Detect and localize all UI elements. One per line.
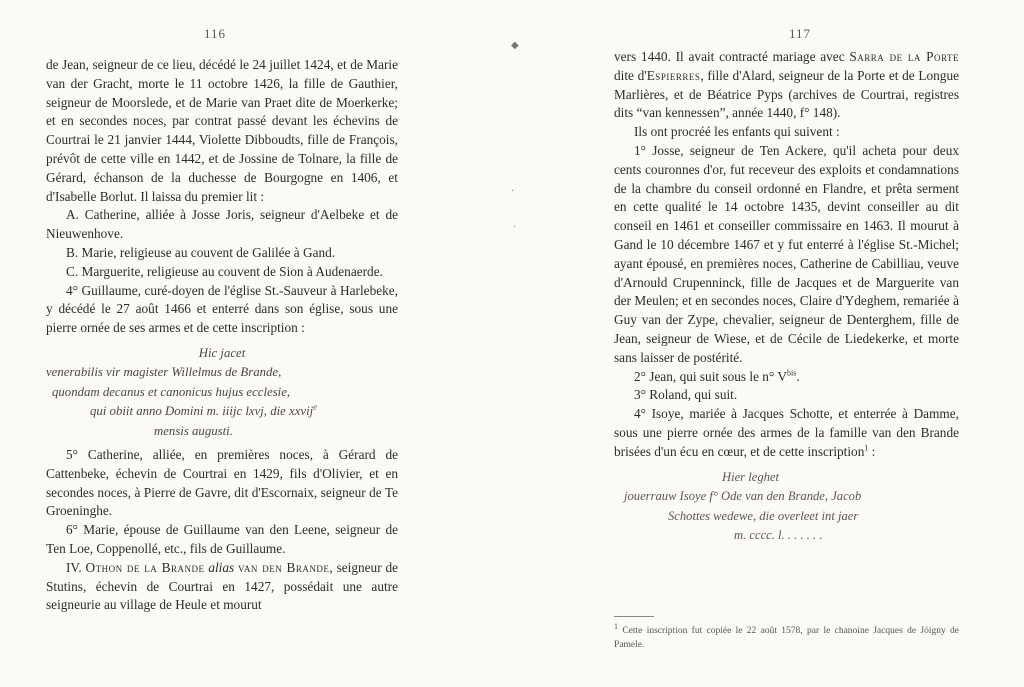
- person-name: Othon de la Brande: [85, 559, 205, 575]
- epitaph-line: Hic jacet: [198, 345, 246, 360]
- paragraph: vers 1440. Il avait contracté mariage avec Sarra de la Porte dite d'Espierres, fille d'Alard, seigneur de la Porte et de Longue Marlières, et de Béatrice Pyps (archives de Courtrai, registres dits “van kennessen”, année 1440, f° 148).: [614, 49, 959, 121]
- person-name: Espierres: [646, 67, 701, 83]
- left-page-text: [46, 56, 398, 615]
- paragraph: 4° Isoye, mariée à Jacques Schotte, et enterrée à Damme, sous une pierre ornée des armes de la famille van den Brande brisées d'un écu en cœur, et de cette inscription$^1$ :: [614, 406, 959, 459]
- page-number: 116: [204, 26, 227, 41]
- paragraph: 2° Jean, qui suit sous le n° $V^{bis}$.: [634, 368, 800, 384]
- epitaph-guillaume: [46, 344, 398, 441]
- person-name: van den Brande: [238, 559, 330, 575]
- person-name: Sarra de la Porte: [849, 49, 959, 64]
- paragraph: de Jean, seigneur de ce lieu, décédé le 24 juillet 1424, et de Marie van der Gracht, morte le 11 octobre 1426, la fille de Gauthier, seigneur de Moorslede, et de Marie van Praet dite de Moerkerke; et en secondes noces, par contrat passé devant les échevins de Courtrai le 21 janvier 1444, Violette Dibboudts, fille de François, prévôt de cette ville en 1442, et de Jossine de Tolnare, la fille de Gérard, échanson de la duchesse de Bourgogne en 1406, et d'Isabelle Borlut. Il laissa du premier lit :: [46, 57, 398, 204]
- page-number: 117: [789, 26, 812, 41]
- gutter-mark: ·: [513, 222, 517, 233]
- paragraph: 1° Josse, seigneur de Ten Ackere, qu'il acheta pour deux cents couronnes d'or, fut receveur des exploits et condamnations de la chambre du conseil ordonné en Flandre, et prêta serment en cette qualité le 14 octobre 1435, devint conseiller au dit conseil en 1461 et conseiller commissaire en 1463. Il mourut à Gand le 10 décembre 1467 et y fut enterré à l'église St.-Michel; ayant épousé, en premières noces, Catherine de Cabilliau, veuve d'Arnould Crupenninck, fille de Jacques et de Marguerite van der Meulen; et en secondes noces, Claire d'Ydeghem, remariée à Guy van der Zype, chevalier, seigneur de Denterghem, fille de Jean, seigneur de Wiese, et de Cécile de Liedekerke, et morte sans laisser de postérité.: [614, 142, 959, 365]
- superscript: e: [313, 402, 317, 412]
- epitaph-line: qui obiit anno Domini m. iiijc lxvj, die xxvij$^e$: [90, 402, 317, 419]
- footnote: $^1$ Cette inscription fut copiée le 22 août 1578, par le chanoine Jacques de Jóigny de Pamele.: [614, 621, 960, 650]
- gutter-mark: ◆: [511, 40, 519, 51]
- epitaph-line: Hier leghet: [722, 469, 780, 484]
- footnote-reference[interactable]: 1: [864, 443, 869, 453]
- paragraph: 3° Roland, qui suit.: [634, 387, 738, 403]
- paragraph: 4° Guillaume, curé-doyen de l'église St.-Sauveur à Harlebeke, y décédé le 27 août 1466 et enterré dans son église, sous une pierre ornée de ses armes et de cette inscription :: [46, 282, 398, 336]
- paragraph: A. Catherine, alliée à Josse Joris, seigneur d'Aelbeke et de Nieuwenhove.: [46, 207, 398, 242]
- right-page-text: [614, 48, 959, 550]
- paragraph: 5° Catherine, alliée, en premières noces, à Gérard de Cattenbeke, échevin de Courtrai en 1429, fils d'Olivier, et en secondes noces, à Pierre de Gavre, dit d'Escornaix, seigneur de Te Groeninghe.: [46, 446, 398, 519]
- epitaph-line: m. cccc. l. . . . . . .: [734, 528, 823, 543]
- paragraph-othon: IV. Othon de la Brande alias van den Brande, seigneur de Stutins, échevin de Courtrai en 1427, possédait une autre seigneurie au village de Heule et mourut: [46, 559, 399, 613]
- paragraph: C. Marguerite, religieuse au couvent de Sion à Audenaerde.: [66, 263, 383, 279]
- epitaph-isoye: [614, 468, 959, 546]
- paragraph: Ils ont procréé les enfants qui suivent :: [634, 124, 840, 140]
- paragraph: B. Marie, religieuse au couvent de Galilée à Gand.: [66, 244, 336, 260]
- paragraph: 6° Marie, épouse de Guillaume van den Leene, seigneur de Ten Loe, Coppenollé, etc., fils de Guillaume.: [46, 522, 398, 556]
- footnote-mark: 1: [614, 621, 618, 631]
- epitaph-line: jouerrauw Isoye f° Ode van den Brande, Jacob: [624, 489, 862, 504]
- footnote-divider: [614, 616, 654, 617]
- epitaph-line: quondam decanus et canonicus hujus ecclesie,: [52, 384, 291, 399]
- epitaph-line: mensis augusti.: [154, 423, 233, 438]
- epitaph-line: Schottes wedewe, die overleet int jaer: [668, 508, 859, 523]
- gutter-mark: ·: [511, 186, 515, 197]
- superscript: bis: [786, 368, 797, 378]
- epitaph-line: venerabilis vir magister Willelmus de Brande,: [46, 365, 282, 380]
